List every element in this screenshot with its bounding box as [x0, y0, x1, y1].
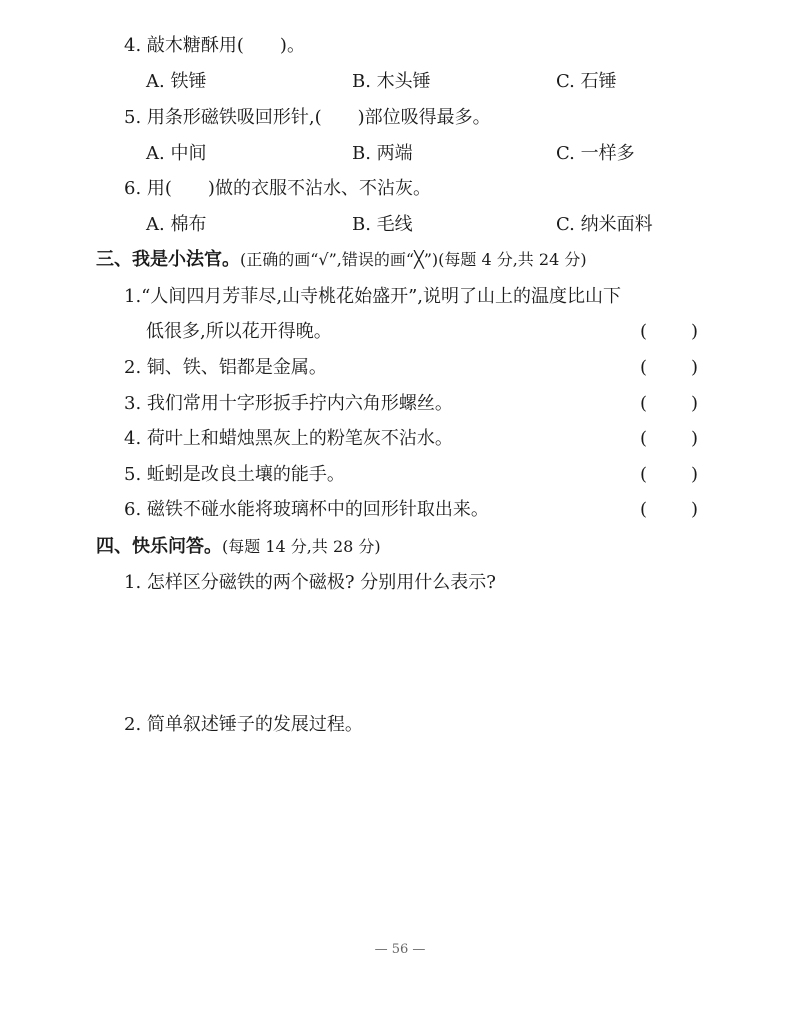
- question-4-option-b: B. 木头锤: [352, 71, 431, 92]
- paren-open: (: [640, 393, 648, 414]
- question-5-option-b: B. 两端: [352, 143, 413, 164]
- judge-item-5-answer-blank[interactable]: [640, 463, 698, 487]
- paren-open: (: [640, 464, 648, 485]
- section-4-note: (每题 14 分,共 28 分): [222, 537, 381, 556]
- judge-item-3-answer-blank[interactable]: [640, 392, 698, 416]
- judge-item-6-answer-blank[interactable]: [640, 498, 698, 522]
- judge-item-3: 3. 我们常用十字形扳手拧内六角形螺丝。: [124, 393, 453, 414]
- question-6-stem: 6. 用( )做的衣服不沾水、不沾灰。: [124, 178, 431, 199]
- paren-open: (: [640, 357, 648, 378]
- question-5-stem: 5. 用条形磁铁吸回形针,( )部位吸得最多。: [124, 107, 491, 128]
- question-6-option-a: A. 棉布: [146, 214, 207, 235]
- paren-close: ): [690, 393, 698, 414]
- judge-item-4: 4. 荷叶上和蜡烛黑灰上的粉笔灰不沾水。: [124, 428, 453, 449]
- judge-item-1-line2: 低很多,所以花开得晚。: [146, 321, 332, 342]
- question-4-stem: 4. 敲木糖酥用( )。: [124, 35, 305, 56]
- page-number: — 56 —: [374, 942, 426, 957]
- answer-question-1: 1. 怎样区分磁铁的两个磁极? 分别用什么表示?: [124, 572, 496, 593]
- question-5-option-a: A. 中间: [146, 143, 207, 164]
- paren-close: ): [690, 321, 698, 342]
- paren-close: ): [690, 499, 698, 520]
- paren-open: (: [640, 499, 648, 520]
- judge-item-2: 2. 铜、铁、铝都是金属。: [124, 357, 327, 378]
- judge-item-1-line1: 1.“人间四月芳菲尽,山寺桃花始盛开”,说明了山上的温度比山下: [124, 286, 622, 307]
- section-4-title: 四、快乐问答。: [96, 536, 222, 557]
- paren-open: (: [640, 428, 648, 449]
- judge-item-4-answer-blank[interactable]: [640, 427, 698, 451]
- section-3-heading: [96, 248, 587, 272]
- judge-item-6: 6. 磁铁不碰水能将玻璃杯中的回形针取出来。: [124, 499, 489, 520]
- question-6-option-b: B. 毛线: [352, 214, 413, 235]
- paren-open: (: [640, 321, 648, 342]
- section-3-title: 三、我是小法官。: [96, 249, 240, 270]
- question-4-option-a: A. 铁锤: [146, 71, 207, 92]
- section-3-note: (正确的画“√”,错误的画“╳”)(每题 4 分,共 24 分): [240, 250, 587, 269]
- answer-question-2: 2. 简单叙述锤子的发展过程。: [124, 714, 363, 735]
- section-4-heading: [96, 535, 381, 559]
- judge-item-1-answer-blank[interactable]: [640, 320, 698, 344]
- paren-close: ): [690, 428, 698, 449]
- paren-close: ): [690, 464, 698, 485]
- question-4-option-c: C. 石锤: [556, 71, 617, 92]
- question-6-option-c: C. 纳米面料: [556, 214, 653, 235]
- question-5-option-c: C. 一样多: [556, 143, 635, 164]
- paren-close: ): [690, 357, 698, 378]
- judge-item-5: 5. 蚯蚓是改良土壤的能手。: [124, 464, 345, 485]
- judge-item-2-answer-blank[interactable]: [640, 356, 698, 380]
